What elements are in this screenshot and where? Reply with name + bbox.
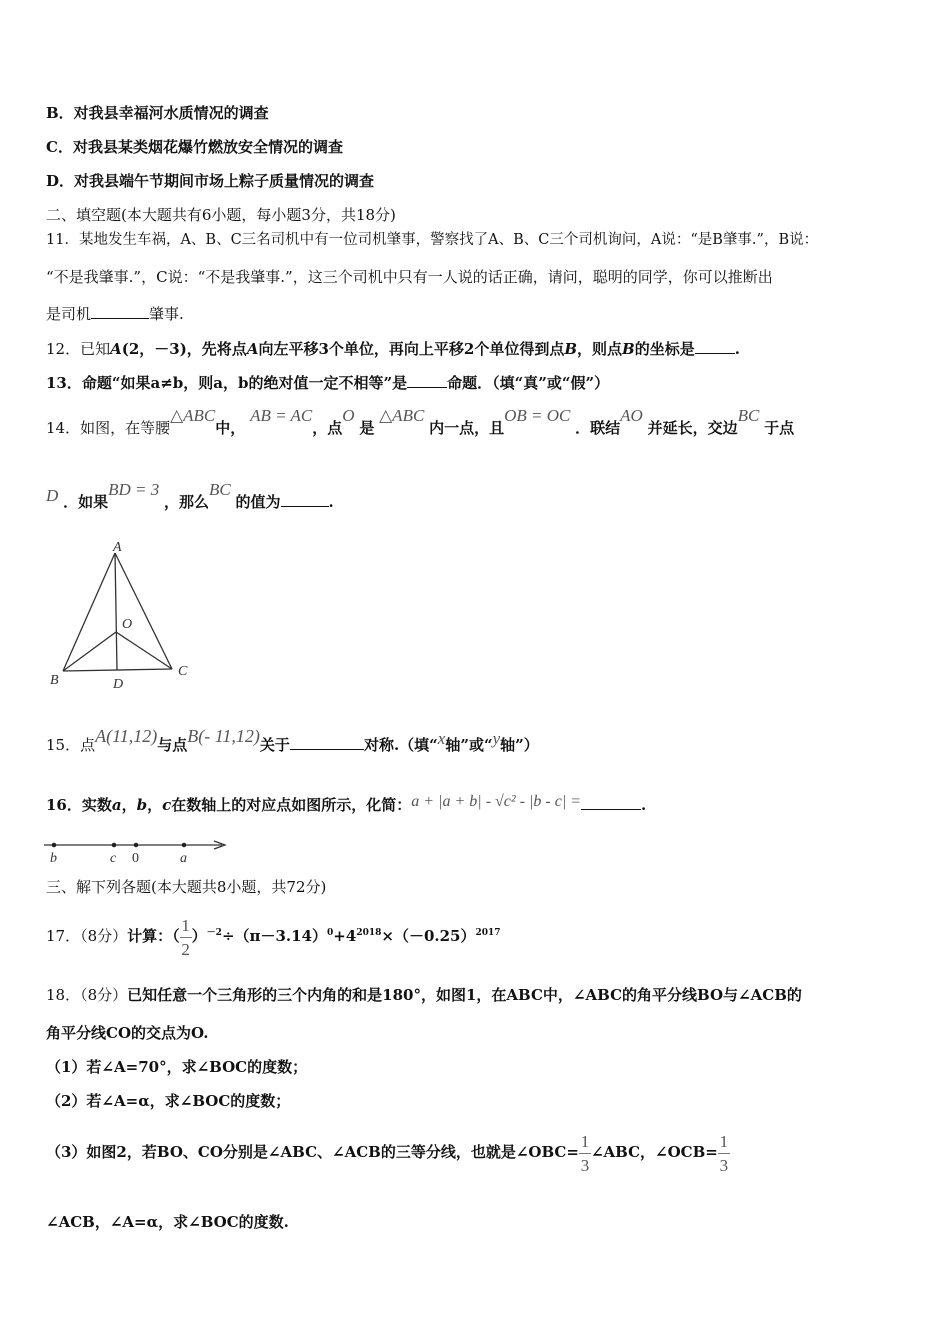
q11-line3 <box>46 304 184 324</box>
q12-text: 向左平移3个单位，再向上平移2个单位得到点 <box>258 340 565 358</box>
number-line <box>42 834 232 866</box>
q18-part1: （1）若∠A=70°，求∠BOC的度数； <box>46 1058 308 1076</box>
q16-var: b <box>136 796 148 814</box>
q15-text: 对称.（填“ <box>363 736 438 754</box>
option-c: C．对我县某类烟花爆竹燃放安全情况的调查 <box>46 138 343 156</box>
q15-answer-blank[interactable] <box>290 735 364 750</box>
q14-text: ，那么 <box>164 493 210 511</box>
q14-text: 的值为 <box>235 493 281 511</box>
option-d: D．对我县端午节期间市场上粽子质量情况的调查 <box>46 172 375 190</box>
q13-text: 13．命题“如果a≠b，则a，b的绝对值一定不相等”是 <box>46 374 408 392</box>
q14-period: . <box>328 493 334 511</box>
q15-text: 轴”） <box>500 736 539 754</box>
q12-text: 的坐标是 <box>634 340 695 358</box>
q14-math: BD = 3 <box>108 480 160 499</box>
q13-text: 命题．（填“真”或“假”） <box>447 374 610 392</box>
q18-text: 已知任意一个三角形的三个内角的和是180°，如图1，在ABC中，∠ABC的角平分线BO与∠ACB的 <box>127 986 802 1004</box>
q17-text: +4 <box>333 927 357 945</box>
denominator: 3 <box>719 1155 729 1175</box>
label-d: D <box>113 677 124 692</box>
q14-text: 内一点，且 <box>429 419 505 437</box>
q13 <box>46 373 609 393</box>
q14-text: ．如果 <box>63 493 109 511</box>
q14-math: △ABC <box>170 406 216 425</box>
q17-text: 计算：（ <box>127 927 180 945</box>
q17-text: 17．（8分） <box>46 927 128 945</box>
q15-text: 轴”或“ <box>445 736 493 754</box>
q12-text: (2，－3)，先将点 <box>121 340 247 358</box>
q14-math: AO <box>620 406 643 425</box>
point-c <box>112 843 117 848</box>
q18-text: 18．（8分） <box>46 986 128 1004</box>
edge-ab <box>63 553 115 671</box>
q14-math: BC <box>737 406 760 425</box>
q14-line1 <box>46 404 794 452</box>
q18-line2: 角平分线CO的交点为O. <box>46 1024 209 1042</box>
numerator: 1 <box>181 915 190 935</box>
q15-text: 15．点 <box>46 736 96 754</box>
q18-part3-cont: ∠ACB，∠A=α，求∠BOC的度数. <box>46 1213 289 1231</box>
q15-math: B(- 11,12) <box>187 726 260 746</box>
q12-answer-blank[interactable] <box>695 339 735 354</box>
section-3-heading: 三、解下列各题(本大题共8小题，共72分) <box>46 878 327 896</box>
numerator: 1 <box>580 1131 590 1151</box>
q16-var: a <box>111 796 122 814</box>
q18-line1 <box>46 985 802 1005</box>
q12-period: . <box>734 340 740 358</box>
q12 <box>46 339 740 359</box>
label-a: A <box>113 540 122 555</box>
q14-math: AB = AC <box>250 406 313 425</box>
q14-answer-blank[interactable] <box>281 492 329 507</box>
q12-text: ，则点 <box>577 340 623 358</box>
q14-math: BC <box>209 480 231 499</box>
q15-math: y <box>492 729 501 748</box>
q16-text: 在数轴上的对应点如图所示，化简： <box>171 796 412 814</box>
q16-text: 16．实数 <box>46 796 112 814</box>
q14-text: 14．如图，在等腰 <box>46 419 171 437</box>
q14-math: △ABC <box>379 406 425 425</box>
q14-math: D <box>46 486 59 505</box>
segment-ad <box>115 553 117 670</box>
label-a: a <box>180 851 187 866</box>
q14-line2 <box>46 478 334 526</box>
q12-text: 12．已知 <box>46 340 111 358</box>
q18-part2: （2）若∠A=α，求∠BOC的度数； <box>46 1092 291 1110</box>
q17-text: ×（－0.25） <box>381 927 476 945</box>
point-a <box>182 843 187 848</box>
q15-text: 关于 <box>259 736 290 754</box>
q17-exponent: 0 <box>327 928 334 938</box>
label-c: C <box>178 664 188 679</box>
q14-text: 于点 <box>764 419 795 437</box>
option-b: B．对我县幸福河水质情况的调查 <box>46 104 269 122</box>
one-third-fraction <box>579 1133 591 1174</box>
q16-period: . <box>641 796 647 814</box>
q14-math: O <box>342 406 355 425</box>
q12-point-b: B <box>622 340 635 358</box>
q16-var: c <box>162 796 172 814</box>
denominator: 3 <box>580 1155 590 1175</box>
fraction-bar <box>718 1153 730 1154</box>
q13-answer-blank[interactable] <box>407 373 447 388</box>
q14-text: 中， <box>215 419 246 437</box>
q17 <box>46 904 501 965</box>
label-b: b <box>50 851 57 866</box>
q11-text-a: 是司机 <box>46 305 92 323</box>
q11-line2: “不是我肇事.”，C说：“不是我肇事.”，这三个司机中只有一人说的话正确，请问，聪明的同学，你可以推断出 <box>46 268 773 286</box>
fraction-bar <box>180 937 192 938</box>
q12-point-b: B <box>564 340 578 358</box>
q17-fraction <box>180 917 192 958</box>
label-b: B <box>50 673 59 688</box>
q11-answer-blank[interactable] <box>91 304 149 319</box>
q16 <box>46 788 646 823</box>
q14-text: 并延长，交边 <box>647 419 738 437</box>
q16-text: ， <box>147 796 163 814</box>
label-zero: 0 <box>132 851 139 866</box>
label-o: O <box>122 617 133 632</box>
one-third-fraction <box>718 1133 730 1174</box>
point-zero <box>134 843 139 848</box>
q17-exponent: －2 <box>206 928 222 938</box>
fraction-bar <box>579 1153 591 1154</box>
label-c: c <box>110 851 117 866</box>
q11-text-b: 肇事. <box>149 305 184 323</box>
point-b <box>52 843 57 848</box>
q15-math: x <box>437 729 446 748</box>
q15-math: A(11,12) <box>95 726 158 746</box>
q17-exponent: 2018 <box>356 928 382 938</box>
q18-text: ∠ABC，∠OCB= <box>590 1143 718 1161</box>
q18-text: （3）如图2，若BO、CO分别是∠ABC、∠ACB的三等分线，也就是∠OBC= <box>46 1143 579 1161</box>
q12-point-a: A <box>110 340 122 358</box>
q14-math: OB = OC <box>504 406 571 425</box>
numerator: 1 <box>719 1131 729 1151</box>
edge-ac <box>115 553 172 669</box>
q16-answer-blank[interactable] <box>581 795 641 810</box>
q14-text: 是 <box>359 419 375 437</box>
q17-exponent: 2017 <box>475 928 501 938</box>
q17-text: ÷（π－3.14） <box>221 927 328 945</box>
q14-text: ．联结 <box>575 419 621 437</box>
section-2-heading: 二、填空题(本大题共有6小题，每小题3分，共18分) <box>46 206 396 224</box>
q14-text: ，点 <box>312 419 343 437</box>
denominator: 2 <box>181 939 190 959</box>
triangle-figure <box>40 535 200 695</box>
q16-text: ， <box>121 796 137 814</box>
q17-text: ） <box>191 927 207 945</box>
q11-line1: 11．某地发生车祸，A、B、C三名司机中有一位司机肇事，警察找了A、B、C三个司机询问，A说：“是B肇事.”，B说： <box>46 232 819 248</box>
q15-text: 与点 <box>157 736 188 754</box>
q15 <box>46 727 539 762</box>
q18-part3 <box>46 1123 730 1181</box>
q12-point-a: A <box>246 340 259 358</box>
q16-math: a + |a + b| - √c² - |b - c| = <box>411 793 582 810</box>
